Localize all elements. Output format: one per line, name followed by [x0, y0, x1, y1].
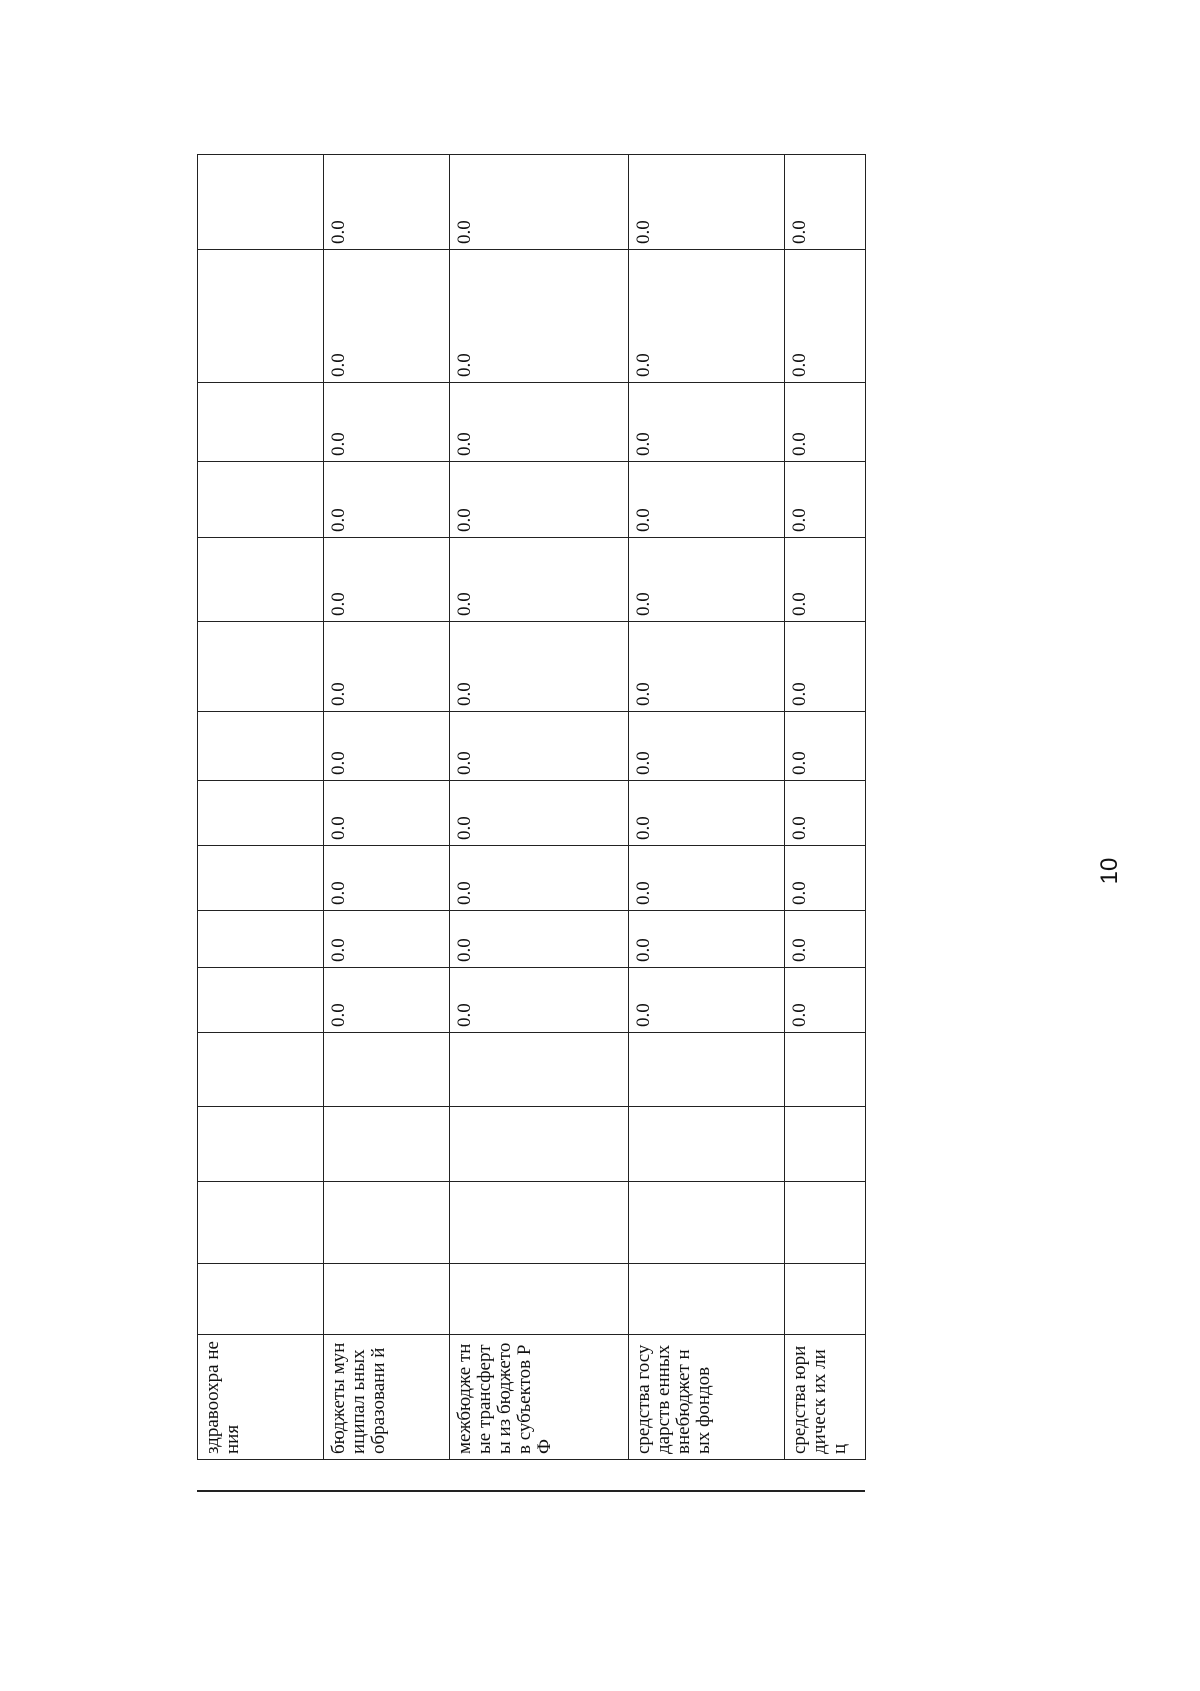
table-cell: 0.0 [629, 250, 785, 383]
table-cell [198, 712, 324, 781]
table-cell [785, 1033, 866, 1107]
table-cell: 0.0 [324, 911, 450, 968]
page-number: 10 [1096, 857, 1123, 885]
table-cell [785, 1107, 866, 1182]
table-cell: 0.0 [324, 622, 450, 712]
table-row [450, 155, 629, 1460]
table-cell: 0.0 [324, 250, 450, 383]
funding-table [197, 154, 866, 1460]
table-cell [198, 968, 324, 1033]
table-cell: 0.0 [450, 155, 629, 250]
table-cell: 0.0 [629, 846, 785, 911]
table-cell: 0.0 [629, 622, 785, 712]
table-cell: 0.0 [450, 911, 629, 968]
table-cell: 0.0 [629, 155, 785, 250]
table-cell: 0.0 [324, 538, 450, 622]
table-cell: 0.0 [450, 462, 629, 538]
table-cell [324, 1182, 450, 1264]
table-cell: 0.0 [785, 968, 866, 1033]
table-cell: 0.0 [785, 538, 866, 622]
table-cell [450, 1182, 629, 1264]
table-cell: 0.0 [785, 250, 866, 383]
table-cell: 0.0 [450, 250, 629, 383]
table-cell [324, 1033, 450, 1107]
table-cell: 0.0 [324, 462, 450, 538]
table-cell [198, 462, 324, 538]
table-cell [324, 1107, 450, 1182]
table-cell: 0.0 [324, 155, 450, 250]
table-row [324, 155, 450, 1460]
table-cell: 0.0 [450, 622, 629, 712]
table-cell: 0.0 [324, 846, 450, 911]
table-cell [785, 1182, 866, 1264]
table-cell: 0.0 [785, 383, 866, 462]
table-cell: 0.0 [785, 462, 866, 538]
table-cell [629, 1107, 785, 1182]
table-cell: 0.0 [324, 968, 450, 1033]
table-cell [198, 781, 324, 846]
table-cell: 0.0 [629, 383, 785, 462]
table-cell [198, 622, 324, 712]
table-cell: 0.0 [450, 781, 629, 846]
table-cell [198, 1033, 324, 1107]
table-cell [198, 538, 324, 622]
rotated-table-wrapper [197, 155, 865, 1460]
table-cell: 0.0 [785, 846, 866, 911]
horizontal-rule [197, 1490, 865, 1492]
table-cell [629, 1033, 785, 1107]
table-cell [629, 1182, 785, 1264]
table-cell: 0.0 [324, 383, 450, 462]
table-cell [198, 1264, 324, 1335]
table-cell: 0.0 [629, 968, 785, 1033]
table-cell [450, 1264, 629, 1335]
table-cell: 0.0 [450, 968, 629, 1033]
table-cell: 0.0 [450, 846, 629, 911]
table-cell [198, 911, 324, 968]
table-cell [629, 1264, 785, 1335]
row-label: средства юридическ их лиц [785, 1335, 866, 1460]
table-cell: 0.0 [785, 911, 866, 968]
row-label: средства государств енных внебюджет ных фондов [629, 1335, 785, 1460]
table-cell [198, 250, 324, 383]
table-cell: 0.0 [324, 712, 450, 781]
table-cell [324, 1264, 450, 1335]
table-cell [198, 383, 324, 462]
table-row [629, 155, 785, 1460]
row-label: бюджеты муниципал ьных образовани й [324, 1335, 450, 1460]
table-cell: 0.0 [785, 781, 866, 846]
table-cell [198, 1182, 324, 1264]
table-row [785, 155, 866, 1460]
table-cell [198, 846, 324, 911]
table-cell: 0.0 [629, 538, 785, 622]
table-cell [198, 155, 324, 250]
table-cell: 0.0 [785, 155, 866, 250]
table-cell: 0.0 [324, 781, 450, 846]
table-cell [198, 1107, 324, 1182]
row-label: межбюдже тные трансферты из бюджетов субъектов РФ [450, 1335, 629, 1460]
table-cell: 0.0 [450, 712, 629, 781]
table-cell: 0.0 [450, 383, 629, 462]
table-cell [785, 1264, 866, 1335]
table-cell: 0.0 [785, 622, 866, 712]
table-cell: 0.0 [629, 712, 785, 781]
table-cell [450, 1033, 629, 1107]
table-cell [450, 1107, 629, 1182]
table-cell: 0.0 [785, 712, 866, 781]
table-row [198, 155, 324, 1460]
table-cell: 0.0 [629, 911, 785, 968]
table-cell: 0.0 [629, 781, 785, 846]
table-cell: 0.0 [629, 462, 785, 538]
row-label: здравоохра нения [198, 1335, 324, 1460]
table-cell: 0.0 [450, 538, 629, 622]
